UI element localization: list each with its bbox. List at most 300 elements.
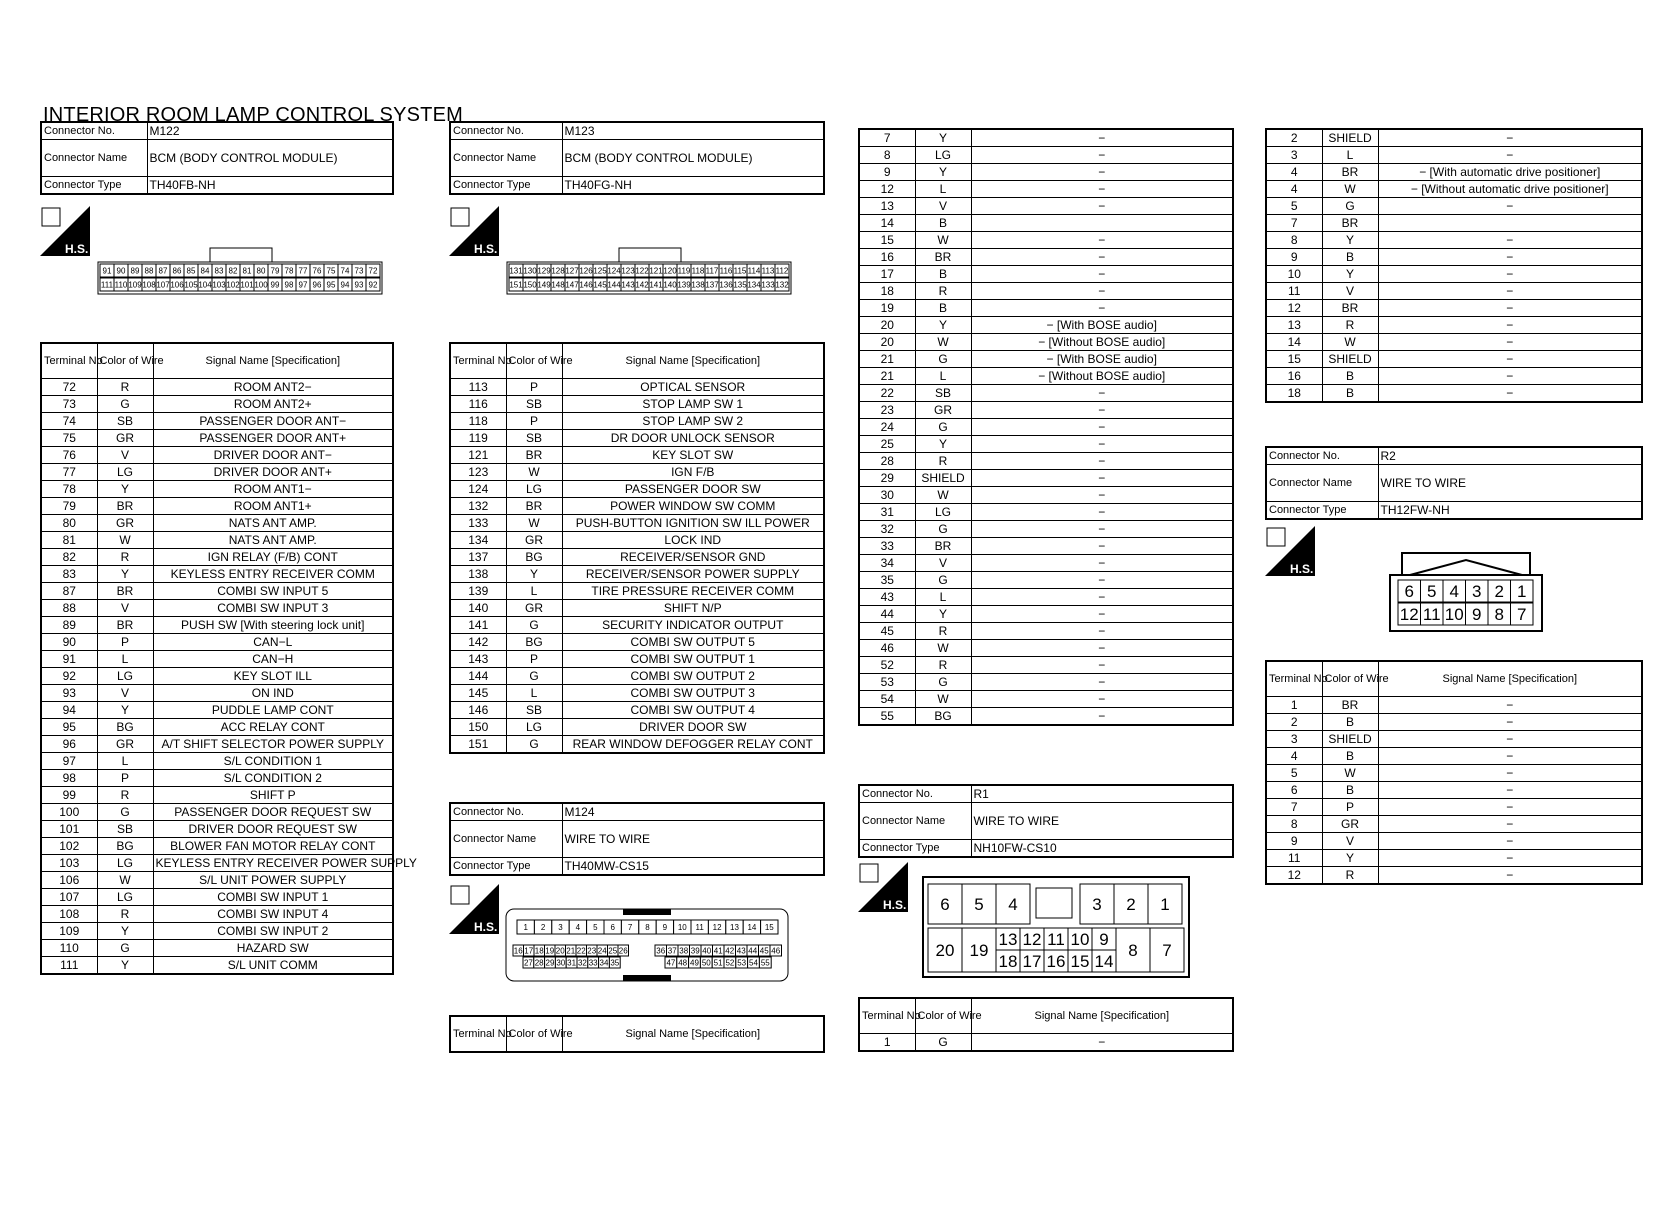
wire-color: R — [915, 283, 971, 300]
signal-name: COMBI SW OUTPUT 1 — [562, 651, 824, 668]
table-row — [41, 906, 393, 923]
table-row — [1266, 697, 1642, 714]
signal-name: − — [1378, 385, 1642, 403]
terminal-no: 88 — [41, 600, 97, 617]
connector-pin-label: 44 — [748, 946, 758, 956]
connector-pin-label: 3 — [1472, 582, 1482, 601]
connector-pin-label: 39 — [690, 946, 700, 956]
signal-name: ON IND — [153, 685, 393, 702]
signal-name: CAN−L — [153, 634, 393, 651]
table-row — [859, 181, 1233, 198]
signal-name: DRIVER DOOR ANT− — [153, 447, 393, 464]
hs-label: H.S. — [474, 920, 498, 934]
connector-pin-label: 107 — [156, 280, 170, 290]
wire-color: LG — [506, 481, 562, 498]
wire-color: SB — [915, 385, 971, 402]
signal-name: CAN−H — [153, 651, 393, 668]
connector-pin-label: 139 — [677, 280, 691, 290]
table-row — [41, 940, 393, 957]
connector-pin-label: 10 — [677, 923, 687, 932]
signal-name: ACC RELAY CONT — [153, 719, 393, 736]
table-row — [450, 481, 824, 498]
terminal-no: 14 — [1266, 334, 1322, 351]
terminal-no: 12 — [1266, 300, 1322, 317]
connector-pin-label: 21 — [566, 946, 576, 956]
wire-color: LG — [97, 855, 153, 872]
wire-color: Y — [1322, 850, 1378, 867]
wire-color: V — [97, 685, 153, 702]
table-row — [859, 249, 1233, 266]
connector-pin-label: 87 — [158, 266, 168, 276]
connector-pin-label: 4 — [1008, 895, 1018, 914]
terminal-no: 73 — [41, 396, 97, 413]
terminal-no: 21 — [859, 351, 915, 368]
table-row — [1266, 129, 1642, 147]
wire-color: LG — [97, 464, 153, 481]
table-row — [450, 498, 824, 515]
wire-color: R — [97, 787, 153, 804]
wire-color: R — [915, 623, 971, 640]
terminal-no: 100 — [41, 804, 97, 821]
connector-pin-label: 51 — [713, 958, 723, 968]
wire-color: BR — [97, 583, 153, 600]
signal-name: STOP LAMP SW 1 — [562, 396, 824, 413]
table-row — [859, 674, 1233, 691]
terminal-no: 94 — [41, 702, 97, 719]
signal-name: KEY SLOT SW — [562, 447, 824, 464]
wire-color: R — [1322, 317, 1378, 334]
connector-pin-label: 26 — [618, 946, 628, 956]
table-row — [859, 453, 1233, 470]
connector-pin-label: 7 — [1517, 605, 1527, 624]
wire-color: L — [506, 583, 562, 600]
signal-name-header: Signal Name [Specification] — [153, 343, 393, 379]
connector-pin-label: 116 — [719, 266, 733, 276]
terminal-no: 109 — [41, 923, 97, 940]
terminal-no: 54 — [859, 691, 915, 708]
connector-pin-label: 9 — [662, 923, 668, 932]
terminal-no: 139 — [450, 583, 506, 600]
connector-pin-label: 72 — [368, 266, 378, 276]
terminal-no: 35 — [859, 572, 915, 589]
connector-pin-label: 105 — [184, 280, 198, 290]
table-row — [450, 685, 824, 702]
wire-color: SB — [97, 821, 153, 838]
m123-info-table — [449, 121, 825, 195]
m122-connector-type: TH40FB-NH — [147, 177, 393, 195]
signal-name: IGN F/B — [562, 464, 824, 481]
terminal-no: 29 — [859, 470, 915, 487]
signal-name: SECURITY INDICATOR OUTPUT — [562, 617, 824, 634]
table-row — [1266, 385, 1642, 403]
signal-name: − — [971, 708, 1233, 726]
connector-pin-label: 75 — [326, 266, 336, 276]
connector-pin-label: 30 — [556, 958, 566, 968]
m123-pin-table — [449, 342, 825, 754]
terminal-no: 6 — [1266, 782, 1322, 799]
signal-name: COMBI SW INPUT 4 — [153, 906, 393, 923]
wire-color: BR — [506, 447, 562, 464]
connector-pin-label: 130 — [523, 266, 537, 276]
m122-connector-diagram — [98, 248, 388, 298]
signal-name: COMBI SW OUTPUT 3 — [562, 685, 824, 702]
connector-pin-label: 53 — [737, 958, 747, 968]
connector-pin-label: 134 — [747, 280, 761, 290]
table-row — [41, 481, 393, 498]
connector-pin-label: 102 — [226, 280, 240, 290]
signal-name: PASSENGER DOOR SW — [562, 481, 824, 498]
connector-type-label: Connector Type — [859, 840, 971, 858]
connector-pin-label: 16 — [513, 946, 523, 956]
wire-color: G — [915, 419, 971, 436]
connector-pin-label: 133 — [761, 280, 775, 290]
connector-pin-label: 24 — [597, 946, 607, 956]
table-row — [1266, 748, 1642, 765]
table-row — [859, 351, 1233, 368]
table-row — [859, 470, 1233, 487]
signal-name: − — [1378, 867, 1642, 885]
terminal-no: 43 — [859, 589, 915, 606]
table-row — [859, 385, 1233, 402]
table-row — [859, 334, 1233, 351]
signal-name: − — [971, 419, 1233, 436]
wire-color: P — [97, 634, 153, 651]
m122-connector-name: BCM (BODY CONTROL MODULE) — [147, 140, 393, 177]
connector-pin-label: 20 — [935, 941, 955, 960]
table-row — [450, 600, 824, 617]
terminal-no: 80 — [41, 515, 97, 532]
signal-name: COMBI SW OUTPUT 4 — [562, 702, 824, 719]
page-title: INTERIOR ROOM LAMP CONTROL SYSTEM — [43, 104, 463, 126]
table-row — [859, 623, 1233, 640]
table-row — [859, 1034, 1233, 1052]
m123-connector-type: TH40FG-NH — [562, 177, 824, 195]
wire-color: SB — [97, 413, 153, 430]
wire-color: V — [915, 198, 971, 215]
signal-name-header: Signal Name [Specification] — [562, 343, 824, 379]
terminal-no: 116 — [450, 396, 506, 413]
m124-connector-diagram — [505, 908, 790, 984]
m122-info-table — [40, 121, 394, 195]
connector-pin-label: 4 — [575, 923, 581, 932]
connector-pin-label: 120 — [663, 266, 677, 276]
connector-pin-label: 3 — [558, 923, 563, 932]
table-row — [41, 872, 393, 889]
m124-connector-type: TH40MW-CS15 — [562, 858, 824, 876]
connector-pin-label: 29 — [545, 958, 555, 968]
connector-pin-label: 28 — [534, 958, 544, 968]
terminal-no: 5 — [1266, 765, 1322, 782]
terminal-no: 10 — [1266, 266, 1322, 283]
connector-pin-label: 5 — [593, 923, 598, 932]
table-row — [41, 515, 393, 532]
terminal-no-header: Terminal No. — [1266, 661, 1322, 697]
connector-pin-label: 86 — [172, 266, 182, 276]
terminal-no: 91 — [41, 651, 97, 668]
hs-label: H.S. — [883, 898, 907, 912]
terminal-no: 9 — [1266, 833, 1322, 850]
connector-pin-label: 32 — [577, 958, 587, 968]
wire-color: BG — [97, 838, 153, 855]
wire-color: BR — [97, 498, 153, 515]
signal-name: − — [971, 147, 1233, 164]
table-row — [41, 634, 393, 651]
r1-connector-no: R1 — [971, 785, 1233, 803]
wire-color: B — [915, 266, 971, 283]
connector-pin-label: 138 — [691, 280, 705, 290]
signal-name: − — [971, 521, 1233, 538]
terminal-no: 151 — [450, 736, 506, 754]
connector-pin-label: 2 — [1126, 895, 1136, 914]
wire-color: LG — [915, 504, 971, 521]
wire-color: W — [97, 872, 153, 889]
table-row — [859, 606, 1233, 623]
connector-pin-label: 11 — [695, 923, 704, 932]
wire-color: G — [915, 1034, 971, 1052]
terminal-no: 28 — [859, 453, 915, 470]
wire-color: Y — [915, 164, 971, 181]
connector-pin-label: 22 — [576, 946, 586, 956]
connector-pin-label: 85 — [186, 266, 196, 276]
connector-pin-label: 47 — [666, 958, 676, 968]
connector-pin-label: 113 — [761, 266, 775, 276]
terminal-no: 4 — [1266, 748, 1322, 765]
terminal-no: 134 — [450, 532, 506, 549]
connector-pin-label: 18 — [534, 946, 544, 956]
connector-pin-label: 73 — [354, 266, 364, 276]
connector-pin-label: 54 — [749, 958, 758, 968]
table-row — [41, 379, 393, 396]
terminal-no: 7 — [1266, 215, 1322, 232]
terminal-no: 98 — [41, 770, 97, 787]
table-row — [859, 129, 1233, 147]
connector-pin-label: 38 — [679, 946, 689, 956]
connector-pin-label: 4 — [1449, 582, 1459, 601]
connector-pin-label: 2 — [1494, 582, 1504, 601]
signal-name: OPTICAL SENSOR — [562, 379, 824, 396]
connector-pin-label: 151 — [509, 280, 523, 290]
wire-color: V — [1322, 833, 1378, 850]
m122-connector-no: M122 — [147, 122, 393, 140]
table-row — [41, 685, 393, 702]
signal-name: − [With automatic drive positioner] — [1378, 164, 1642, 181]
r2-pin-table — [1265, 660, 1643, 885]
table-row — [41, 549, 393, 566]
wire-color: GR — [506, 600, 562, 617]
signal-name: ROOM ANT2− — [153, 379, 393, 396]
connector-pin-label: 55 — [760, 958, 770, 968]
wire-color: BG — [915, 708, 971, 726]
wire-color: W — [1322, 334, 1378, 351]
signal-name: COMBI SW INPUT 5 — [153, 583, 393, 600]
wire-color: SB — [506, 702, 562, 719]
connector-pin-label: 27 — [523, 958, 533, 968]
table-row — [1266, 181, 1642, 198]
signal-name: − — [1378, 850, 1642, 867]
connector-pin-label: 7 — [1162, 941, 1172, 960]
table-row — [859, 402, 1233, 419]
terminal-no: 8 — [859, 147, 915, 164]
signal-name: − — [1378, 300, 1642, 317]
terminal-no-header: Terminal No. — [450, 1016, 506, 1052]
signal-name: − — [971, 640, 1233, 657]
hs-icon — [858, 862, 908, 912]
connector-pin-label: 14 — [1094, 952, 1114, 971]
terminal-no: 53 — [859, 674, 915, 691]
connector-name-label: Connector Name — [1266, 465, 1378, 502]
table-row — [41, 787, 393, 804]
signal-name: − — [1378, 334, 1642, 351]
connector-pin-label: 19 — [545, 946, 555, 956]
signal-name: BLOWER FAN MOTOR RELAY CONT — [153, 838, 393, 855]
table-row — [1266, 850, 1642, 867]
connector-pin-label: 84 — [200, 266, 210, 276]
table-row — [41, 600, 393, 617]
r2-connector-diagram — [1388, 552, 1544, 634]
terminal-no: 103 — [41, 855, 97, 872]
table-row — [41, 753, 393, 770]
connector-no-label: Connector No. — [450, 803, 562, 821]
terminal-no: 11 — [1266, 850, 1322, 867]
connector-pin-label: 8 — [1128, 941, 1138, 960]
signal-name: IGN RELAY (F/B) CONT — [153, 549, 393, 566]
connector-pin-label: 9 — [1472, 605, 1482, 624]
terminal-no: 55 — [859, 708, 915, 726]
connector-pin-label: 126 — [579, 266, 593, 276]
terminal-no: 16 — [1266, 368, 1322, 385]
signal-name: S/L CONDITION 1 — [153, 753, 393, 770]
connector-pin-label: 124 — [607, 266, 621, 276]
connector-pin-label: 8 — [645, 923, 650, 932]
wire-color: G — [915, 521, 971, 538]
signal-name: PASSENGER DOOR ANT− — [153, 413, 393, 430]
signal-name: − — [971, 385, 1233, 402]
connector-pin-label: 16 — [1046, 952, 1066, 971]
signal-name: ROOM ANT2+ — [153, 396, 393, 413]
terminal-no: 93 — [41, 685, 97, 702]
signal-name: − — [971, 572, 1233, 589]
table-row — [1266, 249, 1642, 266]
terminal-no: 123 — [450, 464, 506, 481]
table-row — [859, 215, 1233, 232]
signal-name: DR DOOR UNLOCK SENSOR — [562, 430, 824, 447]
signal-name: − — [1378, 198, 1642, 215]
table-row — [41, 770, 393, 787]
signal-name: − — [971, 129, 1233, 147]
connector-pin-label: 1 — [1160, 895, 1170, 914]
terminal-no: 7 — [1266, 799, 1322, 816]
connector-pin-label: 34 — [599, 958, 609, 968]
table-row — [859, 504, 1233, 521]
terminal-no: 111 — [41, 957, 97, 975]
connector-pin-label: 80 — [256, 266, 266, 276]
wire-color: P — [1322, 799, 1378, 816]
wire-color: BR — [915, 249, 971, 266]
connector-pin-label: 78 — [284, 266, 294, 276]
wire-color: B — [1322, 782, 1378, 799]
table-row — [1266, 833, 1642, 850]
terminal-no: 118 — [450, 413, 506, 430]
r2-connector-name: WIRE TO WIRE — [1378, 465, 1642, 502]
terminal-no: 82 — [41, 549, 97, 566]
table-row — [1266, 867, 1642, 885]
r1-connector-name: WIRE TO WIRE — [971, 803, 1233, 840]
terminal-no: 144 — [450, 668, 506, 685]
signal-name: − — [1378, 782, 1642, 799]
connector-pin-label: 31 — [567, 958, 577, 968]
connector-pin-label: 17 — [524, 946, 534, 956]
table-row — [859, 198, 1233, 215]
signal-name: STOP LAMP SW 2 — [562, 413, 824, 430]
terminal-no: 2 — [1266, 129, 1322, 147]
terminal-no: 119 — [450, 430, 506, 447]
terminal-no: 75 — [41, 430, 97, 447]
terminal-no: 138 — [450, 566, 506, 583]
terminal-no-header: Terminal No. — [859, 998, 915, 1034]
terminal-no: 79 — [41, 498, 97, 515]
connector-pin-label: 48 — [678, 958, 688, 968]
signal-name: − — [1378, 714, 1642, 731]
connector-type-label: Connector Type — [450, 177, 562, 195]
wire-color: SB — [506, 430, 562, 447]
terminal-no: 12 — [1266, 867, 1322, 885]
signal-name: ROOM ANT1+ — [153, 498, 393, 515]
r1-connector-type: NH10FW-CS10 — [971, 840, 1233, 858]
signal-name: SHIFT N/P — [562, 600, 824, 617]
m123-connector-no: M123 — [562, 122, 824, 140]
terminal-no: 133 — [450, 515, 506, 532]
signal-name: ROOM ANT1− — [153, 481, 393, 498]
signal-name: REAR WINDOW DEFOGGER RELAY CONT — [562, 736, 824, 754]
connector-pin-label: 110 — [114, 280, 128, 290]
terminal-no: 12 — [859, 181, 915, 198]
terminal-no: 141 — [450, 617, 506, 634]
connector-pin-label: 52 — [725, 958, 735, 968]
wire-color: W — [915, 691, 971, 708]
wire-color: G — [97, 940, 153, 957]
signal-name-header: Signal Name [Specification] — [971, 998, 1233, 1034]
wire-color: L — [915, 181, 971, 198]
connector-pin-label: 83 — [214, 266, 224, 276]
connector-pin-label: 127 — [565, 266, 579, 276]
m124-pin-table — [449, 1015, 825, 1053]
table-row — [859, 572, 1233, 589]
signal-name: SHIFT P — [153, 787, 393, 804]
wire-color: V — [97, 447, 153, 464]
terminal-no: 1 — [859, 1034, 915, 1052]
wire-color: W — [915, 640, 971, 657]
signal-name: KEYLESS ENTRY RECEIVER POWER SUPPLY — [153, 855, 393, 872]
connector-name-label: Connector Name — [859, 803, 971, 840]
signal-name: COMBI SW INPUT 2 — [153, 923, 393, 940]
table-row — [450, 736, 824, 754]
wire-color: L — [97, 753, 153, 770]
table-row — [859, 555, 1233, 572]
color-of-wire-header: Color of Wire — [506, 343, 562, 379]
connector-pin-label: 15 — [764, 923, 774, 932]
signal-name: − — [1378, 232, 1642, 249]
connector-pin-label: 93 — [354, 280, 364, 290]
m122-pin-table — [40, 342, 417, 975]
signal-name: COMBI SW OUTPUT 5 — [562, 634, 824, 651]
signal-name: − — [971, 436, 1233, 453]
connector-pin-label: 123 — [621, 266, 635, 276]
signal-name: − — [1378, 697, 1642, 714]
connector-pin-label: 144 — [607, 280, 621, 290]
connector-pin-label: 25 — [608, 946, 618, 956]
terminal-no: 140 — [450, 600, 506, 617]
connector-pin-label: 121 — [649, 266, 663, 276]
